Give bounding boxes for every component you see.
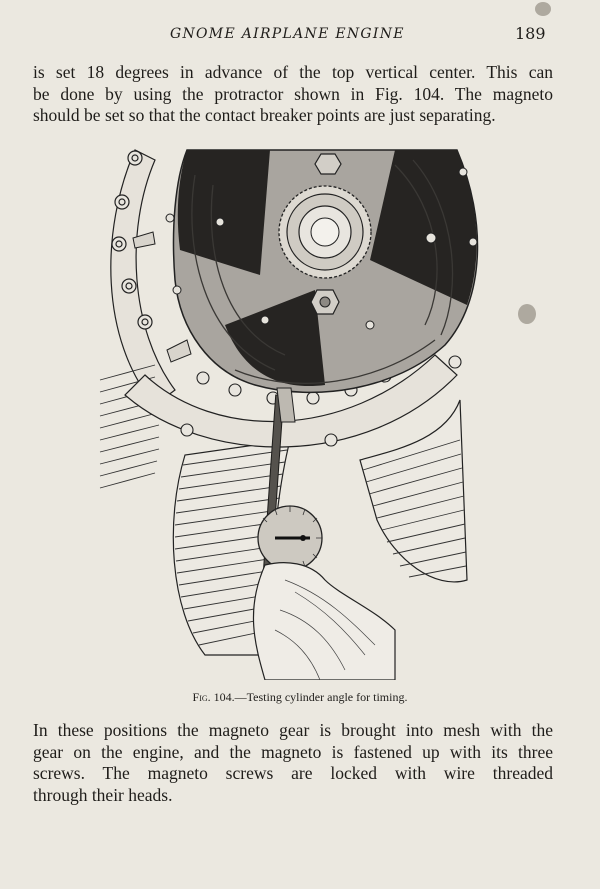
paragraph-line: be done by using the protractor shown in Fig. 104. The magneto bbox=[33, 83, 553, 104]
caption-label: Fig. 104. bbox=[192, 690, 235, 704]
protractor-dial bbox=[258, 506, 322, 570]
paragraph-line: screws. The magneto screws are locked with wire threaded bbox=[33, 763, 553, 783]
magneto-disc bbox=[166, 150, 478, 392]
paragraph-line: should be set so that the contact breaker points are just separating. bbox=[33, 105, 496, 125]
running-title: GNOME AIRPLANE ENGINE bbox=[170, 26, 405, 42]
paragraph-bottom bbox=[33, 720, 553, 806]
paragraph-line: In these positions the magneto gear is brought into mesh with the bbox=[33, 720, 553, 740]
figure-caption bbox=[0, 690, 600, 705]
paragraph-line: gear on the engine, and the magneto is fastened up with its three bbox=[33, 741, 553, 762]
paragraph-line: through their heads. bbox=[33, 784, 173, 805]
running-head bbox=[0, 24, 600, 46]
page-number: 189 bbox=[515, 24, 546, 43]
hand bbox=[253, 563, 395, 680]
paragraph-line: is set 18 degrees in advance of the top vertical center. This can bbox=[33, 62, 553, 82]
figure-illustration bbox=[95, 140, 515, 680]
ink-smudge-top bbox=[535, 2, 551, 16]
crankcase-ring bbox=[111, 150, 175, 405]
caption-text: —Testing cylinder angle for timing. bbox=[234, 690, 408, 704]
ink-smudge-right bbox=[518, 304, 536, 324]
clip-lower bbox=[167, 340, 191, 362]
paragraph-top bbox=[33, 62, 553, 127]
engine-timing-illustration bbox=[95, 140, 515, 680]
